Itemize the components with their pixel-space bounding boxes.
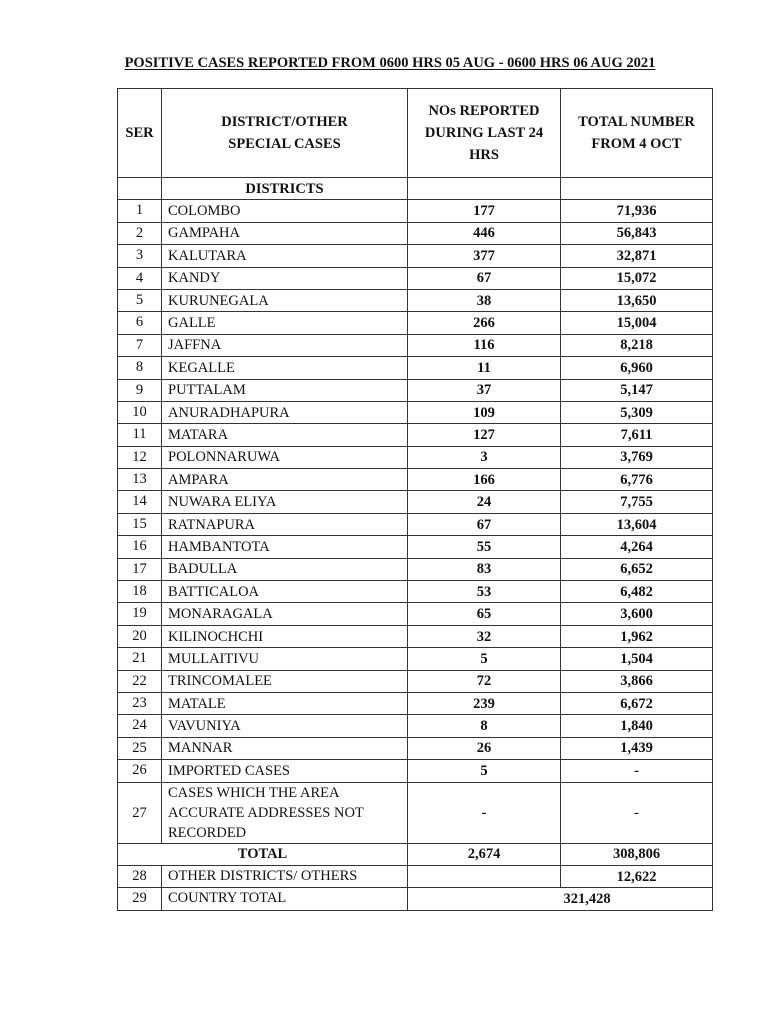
row-last-24: 67 bbox=[408, 513, 561, 535]
row-last-24: 11 bbox=[408, 357, 561, 379]
row-ser: 12 bbox=[118, 446, 162, 468]
total-label: TOTAL bbox=[118, 843, 408, 865]
row-total: 1,962 bbox=[561, 625, 713, 647]
row-total: 5,309 bbox=[561, 401, 713, 423]
header-district: DISTRICT/OTHER SPECIAL CASES bbox=[162, 89, 408, 178]
row-total: 4,264 bbox=[561, 536, 713, 558]
row-district: MATALE bbox=[162, 692, 408, 714]
table-row bbox=[118, 491, 713, 513]
row-last-24: 53 bbox=[408, 581, 561, 603]
row-total: 5,147 bbox=[561, 379, 713, 401]
row-total: 6,482 bbox=[561, 581, 713, 603]
section-last24-cell bbox=[408, 178, 561, 200]
row-district: COUNTRY TOTAL bbox=[162, 888, 408, 910]
row-district: KALUTARA bbox=[162, 245, 408, 267]
row-last-24: 177 bbox=[408, 200, 561, 222]
total-from-4-oct: 308,806 bbox=[561, 843, 713, 865]
table-row bbox=[118, 715, 713, 737]
section-label: DISTRICTS bbox=[162, 178, 408, 200]
row-district: PUTTALAM bbox=[162, 379, 408, 401]
row-last-24: 166 bbox=[408, 469, 561, 491]
row-district: POLONNARUWA bbox=[162, 446, 408, 468]
row-last-24: 8 bbox=[408, 715, 561, 737]
row-last-24: 5 bbox=[408, 760, 561, 782]
row-last-24: 67 bbox=[408, 267, 561, 289]
row-ser: 27 bbox=[118, 782, 162, 843]
total-last-24: 2,674 bbox=[408, 843, 561, 865]
row-ser: 7 bbox=[118, 334, 162, 356]
row-total: 3,769 bbox=[561, 446, 713, 468]
table-row bbox=[118, 200, 713, 222]
row-district: MULLAITIVU bbox=[162, 648, 408, 670]
table-row bbox=[118, 424, 713, 446]
table-row-29 bbox=[118, 888, 713, 910]
row-ser: 2 bbox=[118, 222, 162, 244]
row-last-24-empty bbox=[408, 865, 561, 887]
row-last-24: 37 bbox=[408, 379, 561, 401]
row-ser: 20 bbox=[118, 625, 162, 647]
table-row bbox=[118, 446, 713, 468]
table-row bbox=[118, 737, 713, 759]
section-ser-cell bbox=[118, 178, 162, 200]
row-district: RATNAPURA bbox=[162, 513, 408, 535]
row-ser: 23 bbox=[118, 692, 162, 714]
row-district: MATARA bbox=[162, 424, 408, 446]
row-ser: 10 bbox=[118, 401, 162, 423]
row-ser: 14 bbox=[118, 491, 162, 513]
row-district: HAMBANTOTA bbox=[162, 536, 408, 558]
row-district: BADULLA bbox=[162, 558, 408, 580]
table-row bbox=[118, 357, 713, 379]
table-body bbox=[118, 178, 713, 911]
row-total: 3,600 bbox=[561, 603, 713, 625]
row-ser: 21 bbox=[118, 648, 162, 670]
row-ser: 6 bbox=[118, 312, 162, 334]
table-row bbox=[118, 312, 713, 334]
row-ser: 18 bbox=[118, 581, 162, 603]
table-row bbox=[118, 603, 713, 625]
row-district: MANNAR bbox=[162, 737, 408, 759]
section-total-cell bbox=[561, 178, 713, 200]
row-ser: 26 bbox=[118, 760, 162, 782]
cases-table bbox=[117, 88, 713, 911]
row-district: MONARAGALA bbox=[162, 603, 408, 625]
row-total: 3,866 bbox=[561, 670, 713, 692]
row-last-24: 24 bbox=[408, 491, 561, 513]
row-ser: 22 bbox=[118, 670, 162, 692]
row-total: 7,611 bbox=[561, 424, 713, 446]
row-last-24: 83 bbox=[408, 558, 561, 580]
table-row bbox=[118, 558, 713, 580]
row-ser: 13 bbox=[118, 469, 162, 491]
total-row bbox=[118, 843, 713, 865]
row-district: TRINCOMALEE bbox=[162, 670, 408, 692]
row-district: IMPORTED CASES bbox=[162, 760, 408, 782]
row-district: KILINOCHCHI bbox=[162, 625, 408, 647]
header-ser: SER bbox=[118, 89, 162, 178]
table-row-27 bbox=[118, 782, 713, 843]
row-ser: 9 bbox=[118, 379, 162, 401]
row-ser: 1 bbox=[118, 200, 162, 222]
row-ser: 8 bbox=[118, 357, 162, 379]
row-last-24: 3 bbox=[408, 446, 561, 468]
header-last-24-hrs: NOs REPORTED DURING LAST 24 HRS bbox=[408, 89, 561, 178]
row-total: - bbox=[561, 760, 713, 782]
row-ser: 25 bbox=[118, 737, 162, 759]
row-total: 8,218 bbox=[561, 334, 713, 356]
table-row bbox=[118, 379, 713, 401]
row-total: 15,072 bbox=[561, 267, 713, 289]
row-district: VAVUNIYA bbox=[162, 715, 408, 737]
row-last-24: - bbox=[408, 782, 561, 843]
table-row bbox=[118, 245, 713, 267]
row-ser: 24 bbox=[118, 715, 162, 737]
table-row bbox=[118, 581, 713, 603]
report-title: POSITIVE CASES REPORTED FROM 0600 HRS 05 AUG - 0600 HRS 06 AUG 2021 bbox=[124, 55, 656, 71]
table-row-28 bbox=[118, 865, 713, 887]
row-last-24: 127 bbox=[408, 424, 561, 446]
row-district: CASES WHICH THE AREA ACCURATE ADDRESSES NOT RECORDED bbox=[162, 782, 408, 843]
row-total: 32,871 bbox=[561, 245, 713, 267]
table-row bbox=[118, 670, 713, 692]
row-last-24: 109 bbox=[408, 401, 561, 423]
row-district: BATTICALOA bbox=[162, 581, 408, 603]
table-row bbox=[118, 760, 713, 782]
row-total: 1,439 bbox=[561, 737, 713, 759]
row-total: 71,936 bbox=[561, 200, 713, 222]
row-district: AMPARA bbox=[162, 469, 408, 491]
row-total: 6,672 bbox=[561, 692, 713, 714]
row-ser: 29 bbox=[118, 888, 162, 910]
row-district: GALLE bbox=[162, 312, 408, 334]
row-district: COLOMBO bbox=[162, 200, 408, 222]
row-total: 1,840 bbox=[561, 715, 713, 737]
row-total: 12,622 bbox=[561, 865, 713, 887]
row-last-24: 65 bbox=[408, 603, 561, 625]
row-ser: 11 bbox=[118, 424, 162, 446]
row-district: KANDY bbox=[162, 267, 408, 289]
section-districts-row bbox=[118, 178, 713, 200]
header-total-from-4-oct: TOTAL NUMBER FROM 4 OCT bbox=[561, 89, 713, 178]
row-last-24: 116 bbox=[408, 334, 561, 356]
row-last-24: 5 bbox=[408, 648, 561, 670]
row-ser: 5 bbox=[118, 289, 162, 311]
row-district: OTHER DISTRICTS/ OTHERS bbox=[162, 865, 408, 887]
row-total: 6,960 bbox=[561, 357, 713, 379]
table-row bbox=[118, 648, 713, 670]
country-total: 321,428 bbox=[408, 888, 713, 910]
row-district: JAFFNA bbox=[162, 334, 408, 356]
row-total: 15,004 bbox=[561, 312, 713, 334]
row-last-24: 55 bbox=[408, 536, 561, 558]
row-last-24: 377 bbox=[408, 245, 561, 267]
table-row bbox=[118, 692, 713, 714]
row-district: ANURADHAPURA bbox=[162, 401, 408, 423]
row-district: GAMPAHA bbox=[162, 222, 408, 244]
table-row bbox=[118, 334, 713, 356]
table-row bbox=[118, 469, 713, 491]
row-last-24: 38 bbox=[408, 289, 561, 311]
row-ser: 17 bbox=[118, 558, 162, 580]
row-last-24: 239 bbox=[408, 692, 561, 714]
row-total: 6,652 bbox=[561, 558, 713, 580]
row-last-24: 72 bbox=[408, 670, 561, 692]
table-row bbox=[118, 267, 713, 289]
table-row bbox=[118, 401, 713, 423]
table-row bbox=[118, 536, 713, 558]
row-ser: 16 bbox=[118, 536, 162, 558]
header-row bbox=[118, 89, 713, 178]
row-district: KEGALLE bbox=[162, 357, 408, 379]
row-total: 7,755 bbox=[561, 491, 713, 513]
row-total: 1,504 bbox=[561, 648, 713, 670]
row-last-24: 266 bbox=[408, 312, 561, 334]
row-ser: 15 bbox=[118, 513, 162, 535]
row-total: 13,604 bbox=[561, 513, 713, 535]
table-row bbox=[118, 625, 713, 647]
row-last-24: 446 bbox=[408, 222, 561, 244]
table-row bbox=[118, 289, 713, 311]
row-last-24: 32 bbox=[408, 625, 561, 647]
row-district: KURUNEGALA bbox=[162, 289, 408, 311]
row-ser: 28 bbox=[118, 865, 162, 887]
row-ser: 19 bbox=[118, 603, 162, 625]
row-total: - bbox=[561, 782, 713, 843]
row-ser: 3 bbox=[118, 245, 162, 267]
row-total: 56,843 bbox=[561, 222, 713, 244]
row-total: 6,776 bbox=[561, 469, 713, 491]
table-row bbox=[118, 222, 713, 244]
row-total: 13,650 bbox=[561, 289, 713, 311]
row-district: NUWARA ELIYA bbox=[162, 491, 408, 513]
row-ser: 4 bbox=[118, 267, 162, 289]
table-row bbox=[118, 513, 713, 535]
row-last-24: 26 bbox=[408, 737, 561, 759]
